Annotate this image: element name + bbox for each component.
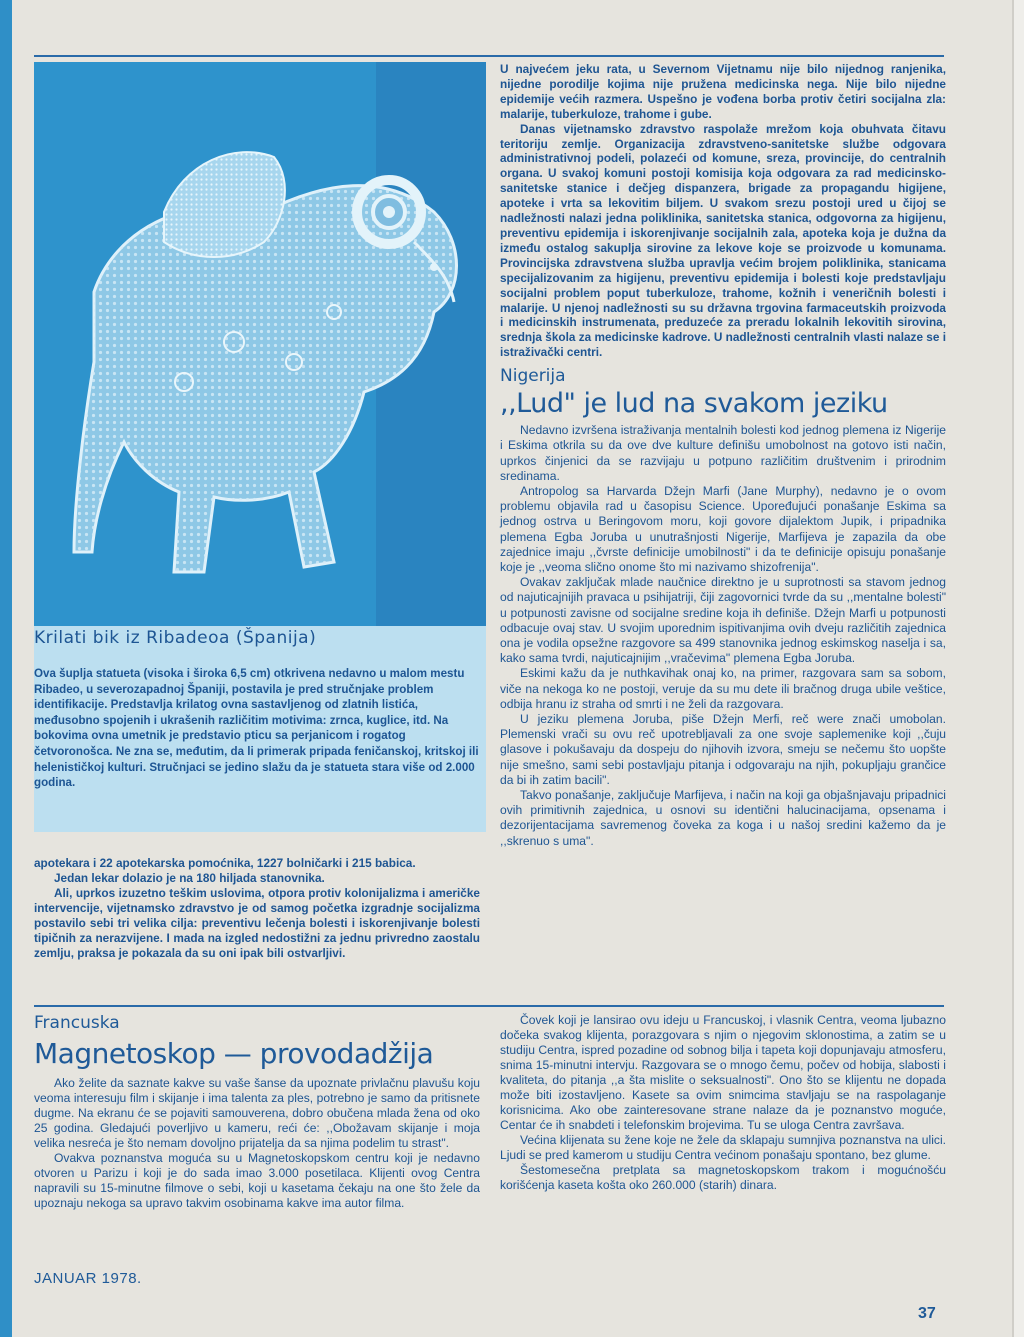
france-paragraph: Većina klijenata su žene koje ne žele da sklapaju sumnjiva poznanstva na ulici. Ljudi se pred kamerom u studiju Centra većinom ponašaju spontano, bez glume. [500,1133,946,1162]
left-edge-bar [0,0,12,1337]
nigeria-headline: ,,Lud" je lud na svakom jeziku [500,388,888,420]
nigeria-paragraph: Takvo ponašanje, zaključuje Marfijeva, i način na koji ga objašnjavaju pripadnici ovih primitivnih zajednica, u osnovi su identični halucinacijama, opsenama i dezorijentacijama savremenog čoveka za koga i u našoj sredini kažemo da je ,,skrenuo s uma". [500,788,946,848]
middle-rule [34,1005,944,1007]
vietnam-paragraph: Danas vijetnamsko zdravstvo raspolaže mrežom koja obuhvata čitavu teritoriju zemlje. Organizacija zdravstveno-sanitetske službe odgovara administrativnoj podeli, polazeći od komune, sreza, provincije, do centralnih organa. U svakoj komuni postoji komisija koja odgovara za rad medicinsko-sanitetske stanice i dečjeg dispanzera, brigade za propagandu higijene, apoteke i vrta sa lekovitim biljem. U svakom srezu postoji ured u čijoj se nadležnosti nalazi jedna poliklinika, sanitetska stanica, odgovorna za higijenu, preventivu epidemija i iskorenjivanje socijalnih zala, apoteka koja je dužna da između ostalog sakuplja sirovine za lekove koje se proizvode u komunama. Provincijska zdravstvena služba upravlja većim brojem poliklinika, stanicama specijalizovanim za higijenu, preventivu epidemija i bolesti koje predstavljaju socijalni problem poput tuberkuloze, trahome, kožnih i veneričnih bolesti i malarije. U njenoj nadležnosti su su državna trgovina farmaceutskih proizvoda i medicinskih instrumenata, preduzeće za preradu lokalnih lekovitih sirovina, srednja škola za medicinske kadrove. U nadležnosti centralnih vlasti nalaze se i istraživački centri. [500,121,946,360]
vietnam-continuation [34,856,480,961]
issue-date: JANUAR 1978. [34,1270,142,1287]
france-paragraph: Čovek koji je lansirao ovu ideju u Francuskoj, i vlasnik Centra, veoma ljubazno dočeka svakog klijenta, porazgovara s njim o njegovim sklonostima, a zatim se u studiju Centra, ispred pozadine od sobnog bilja i tapeta koji dopunjavaju atmosferu, snima 15-minutni intervju. Razgovara se o mnogo čemu, počev od hobija, slabosti i kvaliteta, do pitanja ,,a šta mislite o seksualnosti". Ono što se klijentu ne dopada može biti izostavljeno. Kasete sa ovim snimcima stavljaju se na raspolaganje korisnicima. Ako obe zainteresovane strane nalaze da je poznanstvo moguće, Centar će ih snabdeti i telefonskim brojevima. Tu se uloga Centra završava. [500,1013,946,1132]
france-article-right [500,1013,946,1193]
vietnam-cont-paragraph: Ali, uprkos izuzetno teškim uslovima, otpora protiv kolonijalizma i američke intervencije, vijetnamsko zdravstvo je od samog početka izgradnje socijalizma postavilo sebi tri velika cilja: preventivu lečenja bolesti i iskorenjivanje bolesti tipičnih za nerazvijene. I mada na izgled nedostižni za jednu privredno zaostalu zemlju, praksa je pokazala da su oni ipak bili ostvarljivi. [34,886,480,960]
photo-caption-body: Ova šuplja statueta (visoka i široka 6,5 cm) otkrivena nedavno u malom mestu Ribadeo, u severozapadnoj Španiji, postavila je pred stručnjake problem identifikacije. Predstavlja krilatog ovna sastavljenog od zlatnih listića, međusobno spojenih i ukrašenih različitim motivima: zrnca, kuglice, itd. Na bokovima ovna umetnik je predstavio pticu sa perjanicom i rogatog četvoronošca. Ne zna se, međutim, da li primerak pripada feničanskoj, kritskoj ili helenističkoj kulturi. Stručnjaci se jedino slažu da je statueta stara više od 2.000 godina. [34,667,479,790]
vietnam-article [500,62,946,360]
france-paragraph: Ako želite da saznate kakve su vaše šanse da upoznate privlačnu plavušu koju veoma interesuju film i skijanje i ima talenta za ples, potrebno je samo da pritisnete dugme. Na ekranu će se pojaviti samouverena, dobro obučena mlada žena od oko 25 godina. Gledajući poverljivo u kameru, reći će: ,,Obožavam skijanje i moja velika nesreća je što nemam dovoljno prijatelja da sa njima podelim tu strast". [34,1076,480,1150]
nigeria-paragraph: Ovakav zaključak mlade naučnice direktno je u suprotnosti sa stavom jednog od najuticajnijih pravaca u psihijatriji, čiji zagovornici tvrde da su ,,mentalne bolesti" u potpunosti zavisne od socijalne sredine koja ih definiše. Džejn Marfi u potpunosti odbacuje ovaj stav. U svojim uporednim ispitivanjima ovih dveju različitih zajednica ona je vodila opsežne razgovore sa 499 stanovnika jednog eskimskog naselja i sa, kako sama tvrdi, najuticajnijim ,,vračevima" plemena Egba Joruba. [500,575,946,666]
photo-caption-title: Krilati bik iz Ribadeoa (Španija) [34,628,317,648]
vietnam-cont-paragraph: apotekara i 22 apotekarska pomoćnika, 1227 bolničarki i 215 babica. [34,856,416,870]
photo-caption-panel [34,62,486,832]
france-paragraph: Ovakva poznanstva moguća su u Magnetoskopskom centru koji je nedavno otvoren u Parizu i koji je do sada imao 3.000 posetilaca. Klijenti ovog Centra napravili su 15-minutne filmove o sebi, koji u kasetama čekaju na one što žele da upoznaju nekoga sa upravo takvim osobinama kakve ima autor filma. [34,1151,480,1210]
nigeria-paragraph: Antropolog sa Harvarda Džejn Marfi (Jane Murphy), nedavno je o ovom problemu objavila rad u časopisu Science. Upoređujući ponašanje Eskima sa jednog ostrva u Beringovom moru, koji govore dijalektom Jupik, i pripadnika plemena Egba Joruba u unutrašnjosti Nigerije, Marfijeva je zapazila da obe zajednice imaju ,,čvrste definicije umobilnosti" i da te definicije opisuju ponašanje koje je ,,veoma slično onome što mi nazivamo shizofrenija". [500,483,946,574]
vietnam-paragraph: U najvećem jeku rata, u Severnom Vijetnamu nije bilo nijednog ranjenika, nijedne porodilje kojima nije pružena medicinska nega. Nije bilo nijedne epidemije većih razmera. Uspešno je vođena borba protiv četiri socijalna zla: malarije, tuberkuloze, trahome i gube. [500,62,946,121]
nigeria-paragraph: Nedavno izvršena istraživanja mentalnih bolesti kod jednog plemena iz Nigerije i Eskima otkrila su da ove dve kulture definišu umobolnost na gotovo isti način, uprkos činjenici da se razvijaju u potpuno različitim društvenim i prirodnim sredinama. [500,423,946,483]
top-rule [34,55,944,57]
vietnam-cont-paragraph: Jedan lekar dolazio je na 180 hiljada stanovnika. [54,871,325,885]
nigeria-paragraph: Eskimi kažu da je nuthkavihak onaj ko, na primer, razgovara sam sa sobom, viče na nekoga ko ne postoji, veruje da su mu dete ili bračnog druga ubile veštice, odbija hranu iz straha od smrti i ne želi da razgovara. [500,666,946,711]
nigeria-section-label: Nigerija [500,366,566,387]
statuette-photo [34,62,486,626]
right-page-edge [1012,0,1024,1337]
page-number: 37 [918,1305,936,1322]
france-headline: Magnetoskop — provodadžija [34,1037,434,1070]
france-section-label: Francuska [34,1013,120,1033]
france-article-left [34,1013,480,1211]
france-body-left [34,1076,480,1211]
france-paragraph: Šestomesečna pretplata sa magnetoskopskom trakom i mogućnošću korišćenja kaseta košta oko 260.000 (starih) dinara. [500,1163,946,1192]
right-column-top [500,62,946,849]
nigeria-paragraph: U jeziku plemena Joruba, piše Džejn Merfi, reč were znači umobolan. Plemenski vrači su ovu reč upotrebljavali za one svoje saplemenike koji ,,čuju glasove i pokušavaju da dospeju do njihovih izvora, smeju se nečemu što uopšte nije smešno, sami sebi postavljaju pitanja i odgovaraju na njih, pokupljaju grančice da bi ih zatim bacili". [500,711,946,787]
winged-ram-statuette-image [34,62,486,626]
nigeria-article [500,423,946,849]
